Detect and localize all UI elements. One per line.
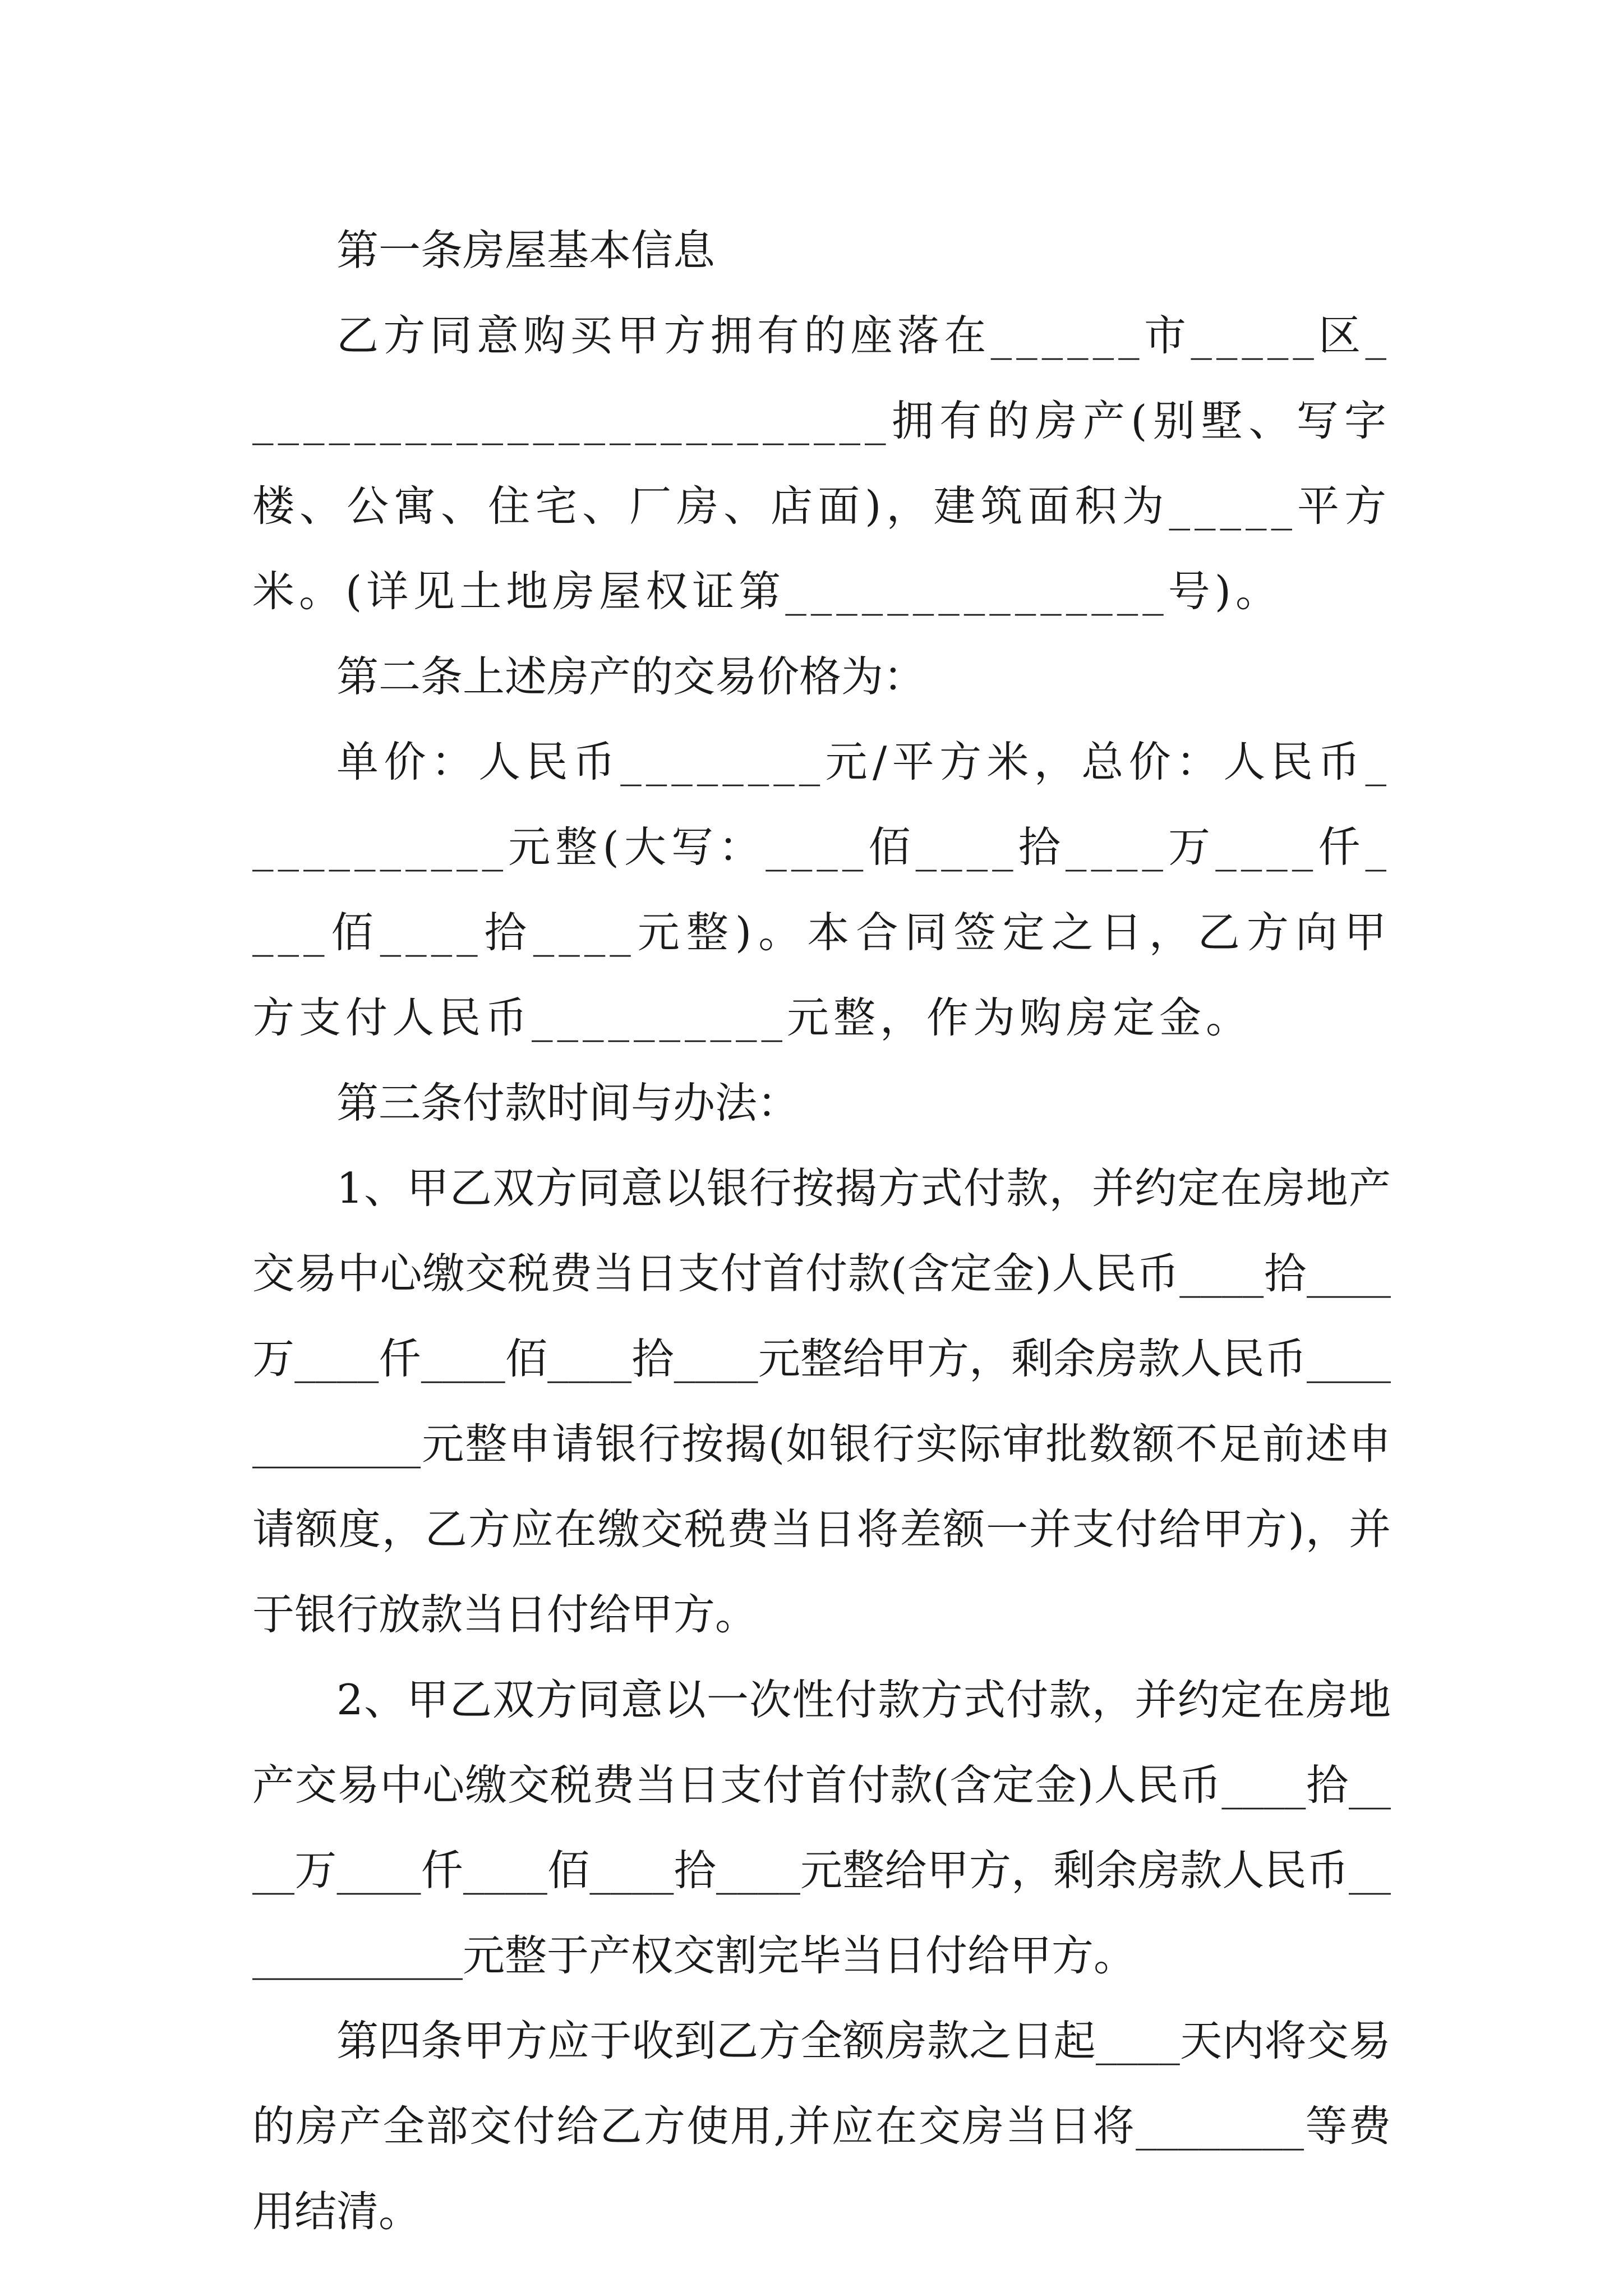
clause-1-heading: 第一条房屋基本信息 [336,226,716,275]
contract-body [252,208,1391,2254]
clause-3-item-2: 2、甲乙双方同意以一次性付款方式付款，并约定在房地产交易中心缴交税费当日支付首付款(含定金)人民币____拾____万____仟____佰____拾____元整给甲方，剩余房款人民币____________元整于产权交割完毕当日付给甲方。 [252,1675,1391,1980]
clause-2-heading: 第二条上述房产的交易价格为： [336,652,926,701]
clause-3-item-1: 1、甲乙双方同意以银行按揭方式付款，并约定在房地产交易中心缴交税费当日支付首付款(含定金)人民币____拾____万____仟____佰____拾____元整给甲方，剩余房款人民币____________元整申请银行按揭(如银行实际审批数额不足前述申请额度，乙方应在缴交税费当日将差额一并支付给甲方)，并于银行放款当日付给甲方。 [252,1163,1391,1639]
clause-1-text: 乙方同意购买甲方拥有的座落在______市_____区__________________________拥有的房产(别墅、写字楼、公寓、住宅、厂房、店面)，建筑面积为_____平方米。(详见土地房屋权证第_______________号)。 [252,311,1391,616]
clause-3-heading: 第三条付款时间与办法： [336,1078,800,1128]
clause-4-text: 第四条甲方应于收到乙方全额房款之日起____天内将交易的房产全部交付给乙方使用,并应在交房当日将________等费用结清。 [252,2016,1391,2236]
clause-2-text: 单价：人民币________元/平方米，总价：人民币___________元整(大写：____佰____拾____万____仟____佰____拾____元整)。本合同签定之日，乙方向甲方支付人民币__________元整，作为购房定金。 [252,737,1391,1042]
